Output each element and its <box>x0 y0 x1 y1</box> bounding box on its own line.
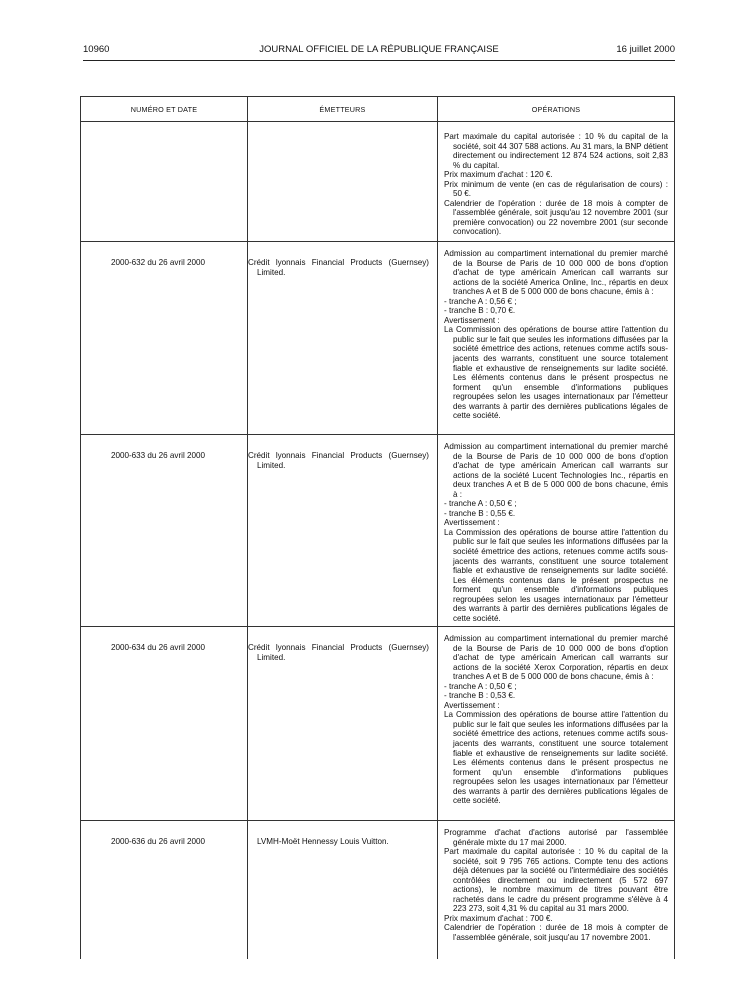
journal-title: JOURNAL OFFICIEL DE LA RÉPUBLIQUE FRANÇAISE <box>259 44 499 55</box>
operation-paragraph: Part maximale du capital autorisée : 10 % du capital de la société, soit 9 795 765 actions. Compte tenu des actions déjà détenues par la société ou l'intermédiaire des sociétés contrôlées directement ou indirectement (5 572 697 actions), le nombre maximum de titres pouvant être rachetés dans le cadre du présent programme s'élève à 4 223 273, soit 4,31 % du capital au 31 mars 2000. <box>444 847 668 914</box>
operation-paragraph: Calendrier de l'opération : durée de 18 mois à compter de l'assemblée générale, soit jusqu'au 12 novembre 2001 (sur première convocation) ou 22 novembre 2001 (sur seconde convocation). <box>444 198 668 237</box>
table-row <box>81 627 675 821</box>
operations-table <box>80 96 675 959</box>
table-row <box>81 435 675 627</box>
issuer-cell: LVMH-Moët Hennessy Louis Vuitton. <box>248 821 438 959</box>
operation-paragraph: - tranche A : 0,56 € ; <box>444 296 517 306</box>
issuer-cell <box>248 122 438 242</box>
number-date-cell: 2000-636 du 26 avril 2000 <box>81 821 248 959</box>
operations-cell <box>438 627 675 821</box>
issuer-cell: Crédit lyonnais Financial Products (Guernsey) Limited. <box>248 435 438 627</box>
column-header-number-date: NUMÉRO ET DATE <box>81 97 248 122</box>
operation-paragraph: La Commission des opérations de bourse attire l'attention du public sur le fait que seules les informations diffusées par la société émettrice des actions, retenues comme actifs sous-jacents des warrants, constituent une source totalement fiable et exhaustive de renseignements sur ladite société. Les éléments contenus dans le présent prospectus ne forment qu'un ensemble d'informations publiques regroupées selon les usages internationaux par l'émetteur des warrants à partir des dernières publications légales de cette société. <box>444 710 668 806</box>
operation-paragraph: Programme d'achat d'actions autorisé par l'assemblée générale mixte du 17 mai 2000. <box>444 828 668 847</box>
page-header <box>83 44 675 58</box>
operation-paragraph: Prix maximum d'achat : 700 €. <box>444 913 553 923</box>
header-rule <box>83 60 675 61</box>
column-header-operations: OPÉRATIONS <box>438 97 675 122</box>
operation-paragraph: - tranche A : 0,50 € ; <box>444 681 517 691</box>
operation-paragraph: - tranche B : 0,53 €. <box>444 691 516 701</box>
table-header-row <box>81 97 675 122</box>
operations-cell <box>438 122 675 242</box>
operation-paragraph: Admission au compartiment international du premier marché de la Bourse de Paris de 10 000 000 de bons d'option d'achat de type américain American call warrants sur actions de la société Lucent Technologies Inc., répartis en deux tranches A et B de 5 000 000 de bons chacune, émis à : <box>444 442 668 499</box>
operation-paragraph: Admission au compartiment international du premier marché de la Bourse de Paris de 10 000 000 de bons d'option d'achat de type américain American call warrants sur actions de la société Xerox Corporation, répartis en deux tranches A et B de 5 000 000 de bons chacune, émis à : <box>444 634 668 682</box>
table-row <box>81 821 675 959</box>
number-date-cell: 2000-632 du 26 avril 2000 <box>81 242 248 435</box>
operation-paragraph: Part maximale du capital autorisée : 10 % du capital de la société, soit 44 307 588 actions. Au 31 mars, la BNP détient directement ou indirectement 12 874 524 actions, soit 2,83 % du capital. <box>444 132 668 170</box>
publication-date: 16 juillet 2000 <box>616 44 675 55</box>
table-row <box>81 242 675 435</box>
operation-paragraph: Avertissement : <box>444 315 500 325</box>
operation-paragraph: Admission au compartiment international du premier marché de la Bourse de Paris de 10 000 000 de bons d'option d'achat de type américain American call warrants sur actions de la société America Online, Inc., répartis en deux tranches A et B de 5 000 000 de bons chacune, émis à : <box>444 249 668 297</box>
operation-paragraph: - tranche B : 0,70 €. <box>444 306 516 316</box>
operation-paragraph: Prix minimum de vente (en cas de régularisation de cours) : 50 €. <box>444 179 668 199</box>
operation-paragraph: Avertissement : <box>444 518 500 528</box>
operation-paragraph: La Commission des opérations de bourse attire l'attention du public sur le fait que seules les informations diffusées par la société émettrice des actions, retenues comme actifs sous-jacents des warrants, constituent une source totalement fiable et exhaustive de renseignements sur ladite société. Les éléments contenus dans le présent prospectus ne forment qu'un ensemble d'informations publiques regroupées selon les usages internationaux par l'émetteur des warrants à partir des dernières publications légales de cette société. <box>444 527 668 623</box>
page-number: 10960 <box>83 44 110 55</box>
number-date-cell: 2000-633 du 26 avril 2000 <box>81 435 248 627</box>
operation-paragraph: - tranche B : 0,55 €. <box>444 508 516 518</box>
column-header-issuers: ÉMETTEURS <box>248 97 438 122</box>
table-row <box>81 122 675 242</box>
issuer-cell: Crédit lyonnais Financial Products (Guernsey) Limited. <box>248 627 438 821</box>
operation-paragraph: Avertissement : <box>444 700 500 710</box>
number-date-cell <box>81 122 248 242</box>
operations-cell <box>438 242 675 435</box>
operation-paragraph: Prix maximum d'achat : 120 €. <box>444 170 553 180</box>
operations-cell <box>438 821 675 959</box>
operations-cell <box>438 435 675 627</box>
number-date-cell: 2000-634 du 26 avril 2000 <box>81 627 248 821</box>
operation-paragraph: Calendrier de l'opération : durée de 18 mois à compter de l'assemblée générale, soit jusqu'au 17 novembre 2001. <box>444 923 668 943</box>
operation-paragraph: La Commission des opérations de bourse attire l'attention du public sur le fait que seules les informations diffusées par la société émettrice des actions, retenues comme actifs sous-jacents des warrants, constituent une source totalement fiable et exhaustive de renseignements sur ladite société. Les éléments contenus dans le présent prospectus ne forment qu'un ensemble d'informations publiques regroupées selon les usages internationaux par l'émetteur des warrants à partir des dernières publications légales de cette société. <box>444 325 668 421</box>
operation-paragraph: - tranche A : 0,50 € ; <box>444 499 517 509</box>
issuer-cell: Crédit lyonnais Financial Products (Guernsey) Limited. <box>248 242 438 435</box>
